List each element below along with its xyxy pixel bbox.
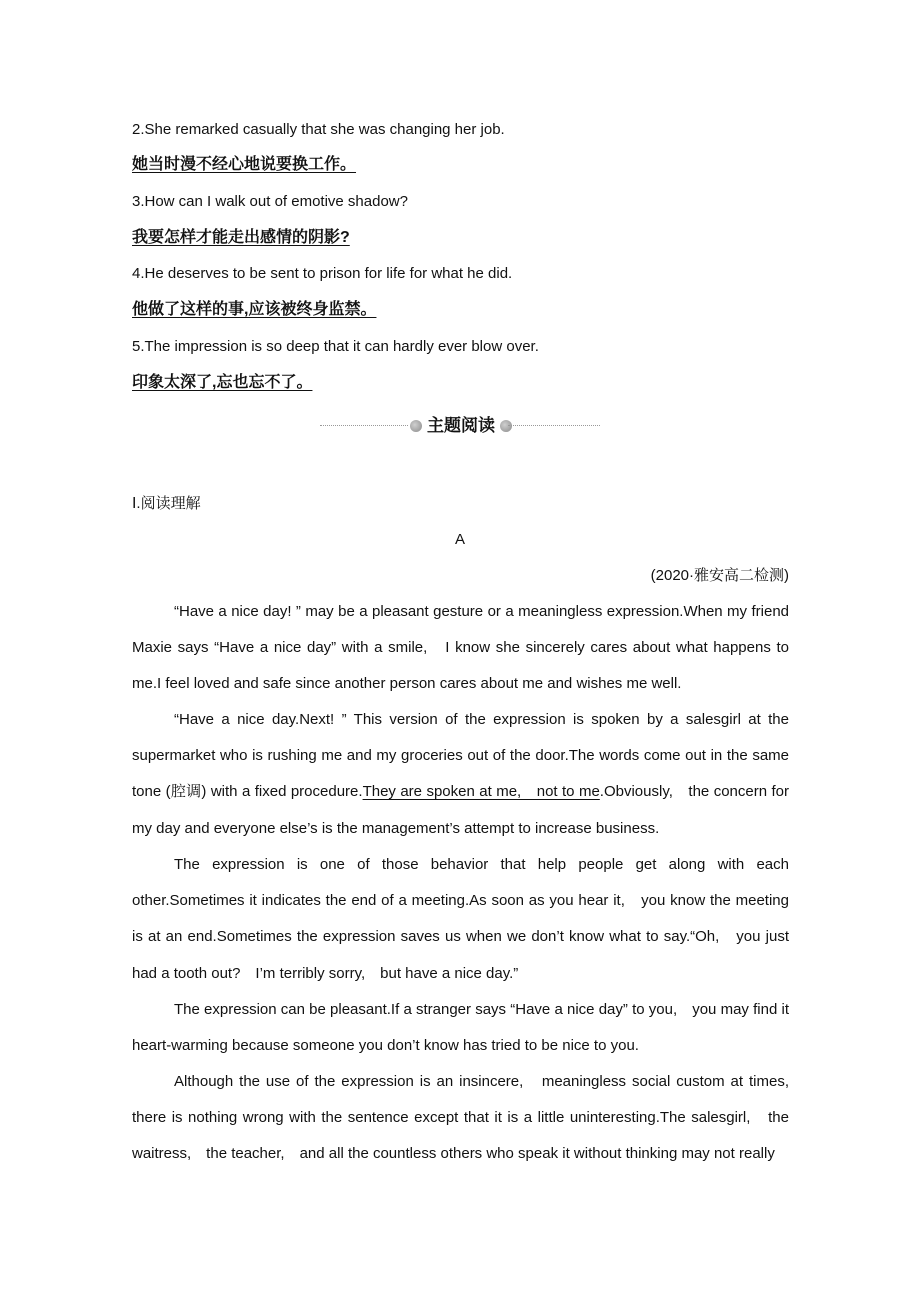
paragraph-5 <box>132 1064 789 1173</box>
paragraph-3-text: The expression is one of those behavior that help people get along with each other.Sometimes it indicates the end of a meeting.As soon as you hear it, you know the meeting is at an end.Sometimes the expression saves us when we don’t know what to say.“Oh, you just had a tooth out? I’m terribly sorry, but have a nice day.” <box>132 856 789 982</box>
paragraph-2-text-end: .Obviously, the concern for my day and everyone else’s is the management’s attempt to increase business. <box>132 783 789 837</box>
passage-label: A <box>454 531 465 548</box>
exercise-2-english: 2.She remarked casually that she was changing her job. <box>132 121 505 138</box>
divider-rule-right <box>508 425 600 426</box>
exercise-3-translation: 我要怎样才能走出感情的阴影? <box>132 229 350 246</box>
paragraph-2-underlined-sentence: They are spoken at me, not to me <box>362 783 600 801</box>
divider-title: 主题阅读 <box>427 416 495 435</box>
paragraph-2-text-start: “Have a nice day.Next! ” This version of the expression is spoken by a salesgirl at the supermarket who is rushing me and my groceries out of the door.The words come out in the same tone (腔调) with a fixed procedure. <box>132 711 789 801</box>
exercise-3-english: 3.How can I walk out of emotive shadow? <box>132 193 408 210</box>
exercise-4-translation: 他做了这样的事,应该被终身监禁。 <box>132 301 377 318</box>
exercise-2-translation: 她当时漫不经心地说要换工作。 <box>132 156 357 173</box>
paragraph-1 <box>132 594 789 703</box>
passage-source: (2020·雅安高二检测) <box>650 567 789 584</box>
section-divider <box>320 414 600 438</box>
paragraph-3 <box>132 847 789 992</box>
paragraph-5-text: Although the use of the expression is an insincere, meaningless social custom at times, there is nothing wrong with the sentence except that it is a little uninteresting.The salesgirl, the waitress, the teacher, and all the countless others who speak it without thinking may not really <box>132 1073 789 1163</box>
divider-bullet-left-icon <box>410 420 422 432</box>
exercise-5-english: 5.The impression is so deep that it can hardly ever blow over. <box>132 338 539 355</box>
divider-rule-left <box>320 425 408 426</box>
paragraph-1-text: “Have a nice day! ” may be a pleasant gesture or a meaningless expression.When my friend Maxie says “Have a nice day” with a smile, I know she sincerely cares about what happens to me.I feel loved and safe since another person cares about me and wishes me well. <box>132 603 789 693</box>
section-heading: Ⅰ.阅读理解 <box>132 495 201 512</box>
divider-bullet-right-icon <box>500 420 512 432</box>
exercise-5-translation: 印象太深了,忘也忘不了。 <box>132 374 313 391</box>
exercise-4-english: 4.He deserves to be sent to prison for life for what he did. <box>132 265 513 282</box>
paragraph-4-text: The expression can be pleasant.If a stranger says “Have a nice day” to you, you may find it heart-warming because someone you don’t know has tried to be nice to you. <box>132 1001 789 1055</box>
paragraph-2 <box>132 702 789 847</box>
paragraph-4 <box>132 992 789 1064</box>
